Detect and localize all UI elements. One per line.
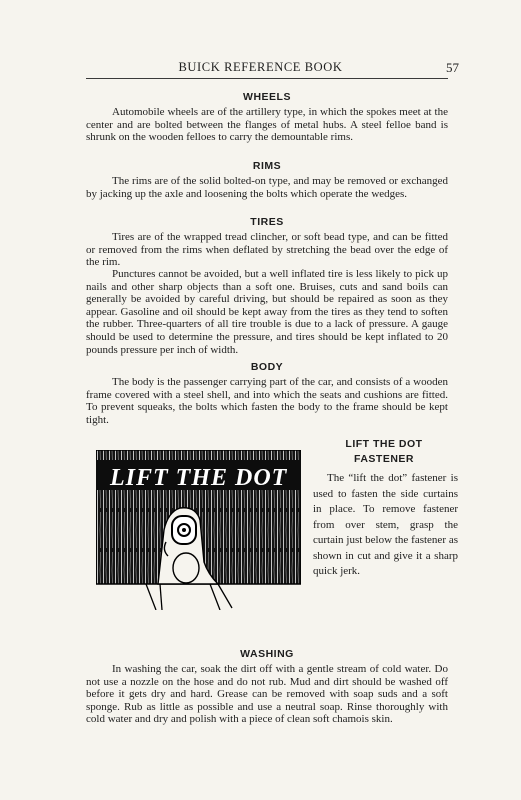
running-title: BUICK REFERENCE BOOK <box>178 60 343 74</box>
washing-paragraph: In washing the car, soak the dirt off with a gentle stream of cold water. Do not use a nozzle on the hose and do not rub. Mud and dirt should be washed off before it gets dry and hard. Grease can be removed with soap suds and a soft sponge. Rub as little as possible and use a neutral soap. Rinse thoroughly with cold water and dry and polish with a piece of clean soft chamois skin. <box>86 663 448 726</box>
body-paragraph: The body is the passenger carrying part of the car, and consists of a wooden frame covered with a steel shell, and into which the seats and cushions are fitted. To prevent squeaks, the bolts which fasten the body to the frame should be kept tight. <box>86 376 448 426</box>
fastener-heading-line1: LIFT THE DOT <box>345 438 423 450</box>
rims-paragraph: The rims are of the solid bolted-on type, and may be removed or exchanged by jacking up the axle and loosening the bolts which operate the wedges. <box>86 175 448 200</box>
page-number: 57 <box>446 60 459 75</box>
tires-paragraph-1: Tires are of the wrapped tread clincher, or soft bead type, and can be fitted or removed from the rims when deflated by stretching the bead over the edge of the rim. <box>86 231 448 269</box>
wheels-heading: WHEELS <box>243 91 291 103</box>
page-header <box>0 60 521 80</box>
body-heading: BODY <box>250 361 284 373</box>
rims-heading: RIMS <box>252 160 282 172</box>
fastener-heading-line2: FASTENER <box>353 453 414 465</box>
washing-heading: WASHING <box>240 648 294 660</box>
lift-the-dot-illustration <box>96 450 301 610</box>
fastener-paragraph: The “lift the dot” fastener is used to fasten the side curtains in place. To remove fastener from over stem, grasp the curtain just below the fastener as shown in cut and give it a sharp quick jerk. <box>313 472 458 577</box>
wheels-paragraph: Automobile wheels are of the artillery type, in which the spokes meet at the center and are bolted between the flanges of metal hubs. A steel felloe band is shrunk on the wooden felloes to carry the demountable rims. <box>86 106 448 144</box>
tires-paragraph-2: Punctures cannot be avoided, but a well inflated tire is less likely to pick up nails and other sharp objects than a soft one. Bruises, cuts and sand boils can generally be avoided by careful driving, but should be repaired as soon as they appear. Gasoline and oil should be kept away from the tires as they tend to soften the rubber. Three-quarters of all tire trouble is due to a lack of pressure. A gauge should be used to determine the pressure, and tires should be kept inflated to 20 pounds pressure per inch of width. <box>86 268 448 356</box>
tires-heading: TIRES <box>250 216 284 228</box>
figure-caption-text: LIFT THE DOT <box>110 465 288 491</box>
header-rule <box>86 78 448 79</box>
